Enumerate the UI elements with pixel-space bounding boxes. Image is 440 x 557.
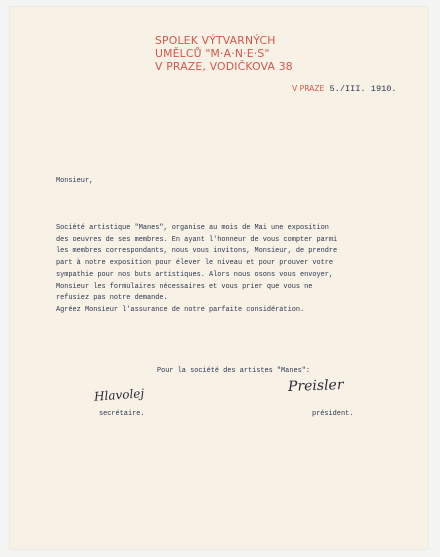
date-place: V PRAZE (292, 84, 325, 93)
signature-secretary: Hlavolej (93, 386, 145, 404)
secretary-title: secrétaire. (99, 410, 145, 418)
date-value: 5./III. 1910. (329, 84, 397, 94)
date-line (292, 84, 397, 94)
body-line: les membres correspondants, nous vous invitons, Monsieur, de prendre (56, 247, 338, 256)
signature-president: Preisler (287, 377, 344, 395)
body-line: part à notre exposition pour élever le niveau et pour prouver votre (56, 259, 334, 268)
letter-body (56, 223, 337, 317)
president-title: président. (312, 410, 354, 418)
body-line: Monsieur les formulaires nécessaires et vous prier que vous ne (56, 282, 313, 291)
body-line: sympathie pour nos buts artistiques. Alors nous osons vous envoyer, (56, 270, 334, 279)
letterhead-line-1: SPOLEK VÝTVARNÝCH (155, 34, 276, 47)
letterhead-line-2: UMĚLCŮ "M·A·N·E·S" (155, 47, 270, 61)
closing-line: Pour la société des artistes "Manes": (157, 367, 310, 375)
letterhead-line-3: V PRAZE, VODIČKOVA 38 (155, 60, 293, 74)
salutation: Monsieur, (56, 177, 94, 185)
letterhead (155, 34, 293, 74)
body-line: Société artistique "Manes", organise au mois de Mai une exposition (56, 224, 329, 232)
body-line: des oeuvres de ses membres. En ayant l'honneur de vous compter parmi (56, 235, 338, 244)
body-line: Agréez Monsieur l'assurance de notre parfaite considération. (56, 305, 305, 314)
body-line: refusiez pas notre demande. (56, 294, 168, 303)
